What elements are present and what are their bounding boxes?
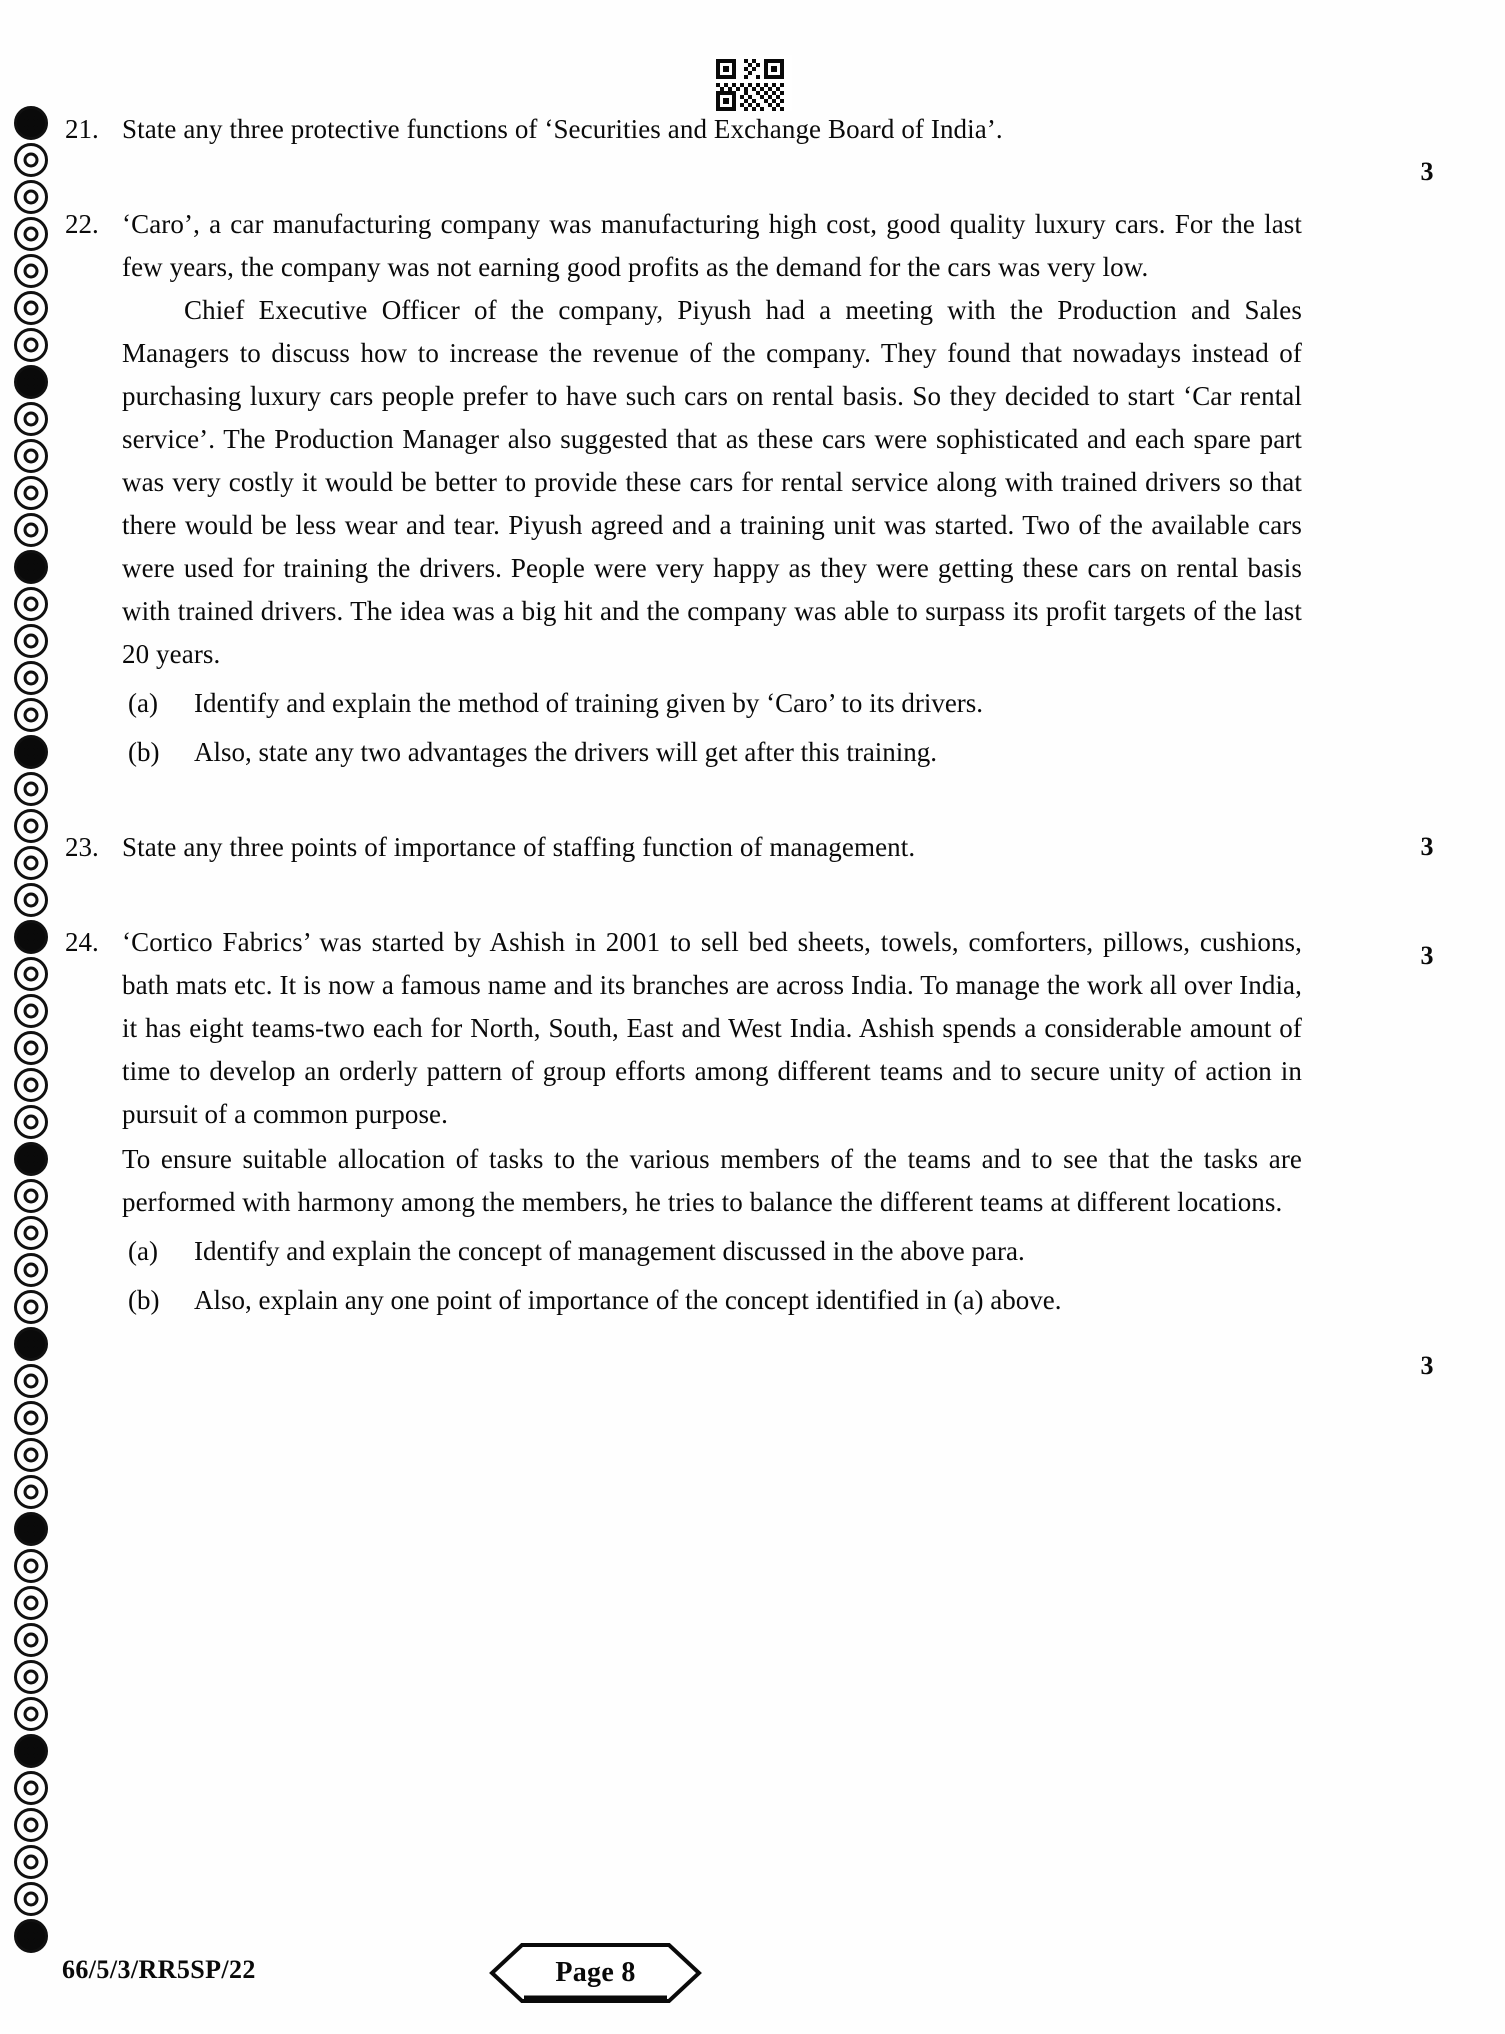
- binding-hole: [14, 1697, 48, 1731]
- question-number: 23.: [65, 832, 99, 862]
- binding-hole: [14, 698, 48, 732]
- question-number: 24.: [65, 927, 99, 957]
- question-21: [62, 108, 1462, 186]
- page-number-label: Page 8: [555, 1957, 636, 1988]
- binding-hole: [14, 1882, 48, 1916]
- binding-hole: [14, 439, 48, 473]
- spacer: [62, 869, 1462, 921]
- subitem-label: (a): [128, 1236, 158, 1266]
- subitem-text: Identify and explain the method of training given by ‘Caro’ to its drivers.: [194, 688, 984, 718]
- binding-hole: [14, 550, 48, 584]
- subitem-b: [122, 731, 1302, 774]
- binding-hole: [14, 402, 48, 436]
- binding-hole: [14, 1364, 48, 1398]
- binding-hole: [14, 661, 48, 695]
- binding-hole: [14, 1845, 48, 1879]
- page-number-badge: [488, 1941, 703, 2005]
- question-body: [122, 108, 1302, 151]
- marks-value: 3: [1420, 832, 1434, 861]
- question-number: 22.: [65, 209, 99, 239]
- binding-hole: [14, 846, 48, 880]
- binding-hole: [14, 513, 48, 547]
- subitem-text: Identify and explain the concept of management discussed in the above para.: [194, 1236, 1025, 1266]
- binding-hole: [14, 217, 48, 251]
- binding-hole: [14, 883, 48, 917]
- spacer: [62, 151, 1462, 203]
- binding-hole: [14, 291, 48, 325]
- binding-hole: [14, 1253, 48, 1287]
- question-body: [122, 826, 1302, 869]
- binding-hole: [14, 624, 48, 658]
- marks-value: 3: [1420, 941, 1434, 970]
- case-paragraph-2: Chief Executive Officer of the company, Piyush had a meeting with the Production and Sales Managers to discuss how to increase the revenue of the company. They found that nowadays instead of purchasing luxury cars people prefer to have such cars on rental basis. So they decided to start ‘Car rental service’. The Production Manager also suggested that as these cars were sophisticated and each spare part was very costly it would be better to provide these cars for rental service along with trained drivers so that there would be less wear and tear. Piyush agreed and a training unit was started. Two of the available cars were used for training the drivers. People were very happy as they were getting these cars on rental basis with trained drivers. The idea was a big hit and the company was able to surpass its profit targets of the last 20 years.: [122, 295, 1302, 669]
- binding-hole: [14, 1586, 48, 1620]
- binding-hole: [14, 1734, 48, 1768]
- binding-hole: [14, 735, 48, 769]
- binding-hole: [14, 1549, 48, 1583]
- questions-container: [62, 108, 1462, 1380]
- binding-hole: [14, 1808, 48, 1842]
- binding-hole: [14, 1919, 48, 1953]
- spiral-binding: [14, 106, 58, 1986]
- question-text: State any three protective functions of ‘Securities and Exchange Board of India’.: [122, 114, 1003, 144]
- binding-hole: [14, 1475, 48, 1509]
- question-23: [62, 826, 1462, 869]
- binding-hole: [14, 587, 48, 621]
- question-number: 21.: [65, 114, 99, 144]
- subitem-label: (b): [128, 737, 160, 767]
- subitem-text: Also, state any two advantages the drivers will get after this training.: [194, 737, 938, 767]
- binding-hole: [14, 1438, 48, 1472]
- binding-hole: [14, 1327, 48, 1361]
- spacer: [62, 774, 1462, 826]
- case-paragraph-1: ‘Caro’, a car manufacturing company was manufacturing high cost, good quality luxury cars. For the last few years, the company was not earning good profits as the demand for the cars was very low.: [122, 209, 1302, 282]
- qr-code: [712, 55, 792, 111]
- question-body: [122, 203, 1302, 774]
- subitem-label: (a): [128, 688, 158, 718]
- binding-hole: [14, 1660, 48, 1694]
- binding-hole: [14, 143, 48, 177]
- paper-code: 66/5/3/RR5SP/22: [62, 1955, 256, 1984]
- binding-hole: [14, 1290, 48, 1324]
- binding-hole: [14, 994, 48, 1028]
- subitem-text: Also, explain any one point of importance of the concept identified in (a) above.: [194, 1285, 1062, 1315]
- subitem-a: [122, 1230, 1302, 1273]
- binding-hole: [14, 1401, 48, 1435]
- case-paragraph-1: ‘Cortico Fabrics’ was started by Ashish in 2001 to sell bed sheets, towels, comforters, pillows, cushions, bath mats etc. It is now a famous name and its branches are across India. To manage the work all over India, it has eight teams-two each for North, South, East and West India. Ashish spends a considerable amount of time to develop an orderly pattern of group efforts among different teams and to secure unity of action in pursuit of a common purpose.: [122, 927, 1302, 1129]
- binding-hole: [14, 809, 48, 843]
- subitem-b: [122, 1279, 1302, 1322]
- page-footer: [0, 1955, 1505, 2025]
- binding-hole: [14, 254, 48, 288]
- binding-hole: [14, 957, 48, 991]
- binding-hole: [14, 1068, 48, 1102]
- binding-hole: [14, 1771, 48, 1805]
- binding-hole: [14, 772, 48, 806]
- binding-hole: [14, 920, 48, 954]
- question-24: [62, 921, 1462, 1380]
- subitem-a: [122, 682, 1302, 725]
- question-text: State any three points of importance of staffing function of management.: [122, 832, 916, 862]
- binding-hole: [14, 476, 48, 510]
- marks-value: 3: [1420, 1351, 1434, 1380]
- binding-hole: [14, 106, 48, 140]
- marks-value: 3: [1420, 157, 1434, 186]
- binding-hole: [14, 328, 48, 362]
- binding-hole: [14, 1105, 48, 1139]
- binding-hole: [14, 1512, 48, 1546]
- binding-hole: [14, 180, 48, 214]
- binding-hole: [14, 1031, 48, 1065]
- binding-hole: [14, 1216, 48, 1250]
- case-paragraph-2: To ensure suitable allocation of tasks to the various members of the teams and to see that the tasks are performed with harmony among the members, he tries to balance the different teams at different locations.: [122, 1144, 1302, 1217]
- binding-hole: [14, 1142, 48, 1176]
- binding-hole: [14, 1623, 48, 1657]
- question-body: [122, 921, 1302, 1322]
- binding-hole: [14, 1179, 48, 1213]
- subitem-label: (b): [128, 1285, 160, 1315]
- binding-hole: [14, 365, 48, 399]
